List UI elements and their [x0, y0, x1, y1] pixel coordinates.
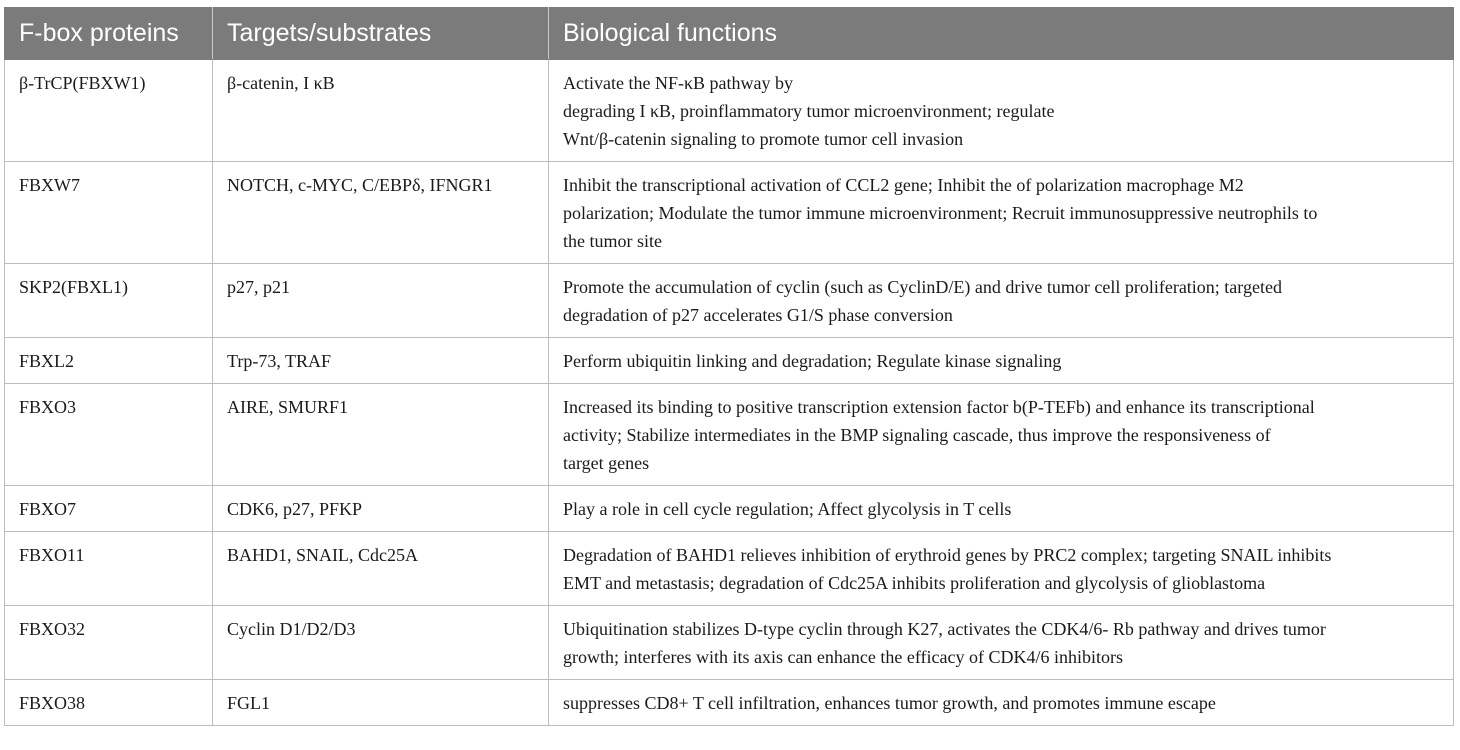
- table-row: [5, 338, 1454, 384]
- table-body: [5, 60, 1454, 726]
- functions-cell: Activate the NF-κB pathway by degrading I κB, proinflammatory tumor microenvironment; regulate Wnt/β-catenin signaling to promote tumor cell invasion: [549, 60, 1454, 162]
- targets-cell: AIRE, SMURF1: [213, 384, 549, 486]
- table-row: [5, 486, 1454, 532]
- functions-cell: Ubiquitination stabilizes D-type cyclin through K27, activates the CDK4/6- Rb pathway and drives tumor growth; interferes with its axis can enhance the efficacy of CDK4/6 inhibitors: [549, 606, 1454, 680]
- functions-cell: suppresses CD8+ T cell infiltration, enhances tumor growth, and promotes immune escape: [549, 680, 1454, 726]
- functions-cell: Increased its binding to positive transcription extension factor b(P-TEFb) and enhance its transcriptional activity; Stabilize intermediates in the BMP signaling cascade, thus improve the responsiveness of target genes: [549, 384, 1454, 486]
- functions-cell: Degradation of BAHD1 relieves inhibition of erythroid genes by PRC2 complex; targeting SNAIL inhibits EMT and metastasis; degradation of Cdc25A inhibits proliferation and glycolysis of glioblastoma: [549, 532, 1454, 606]
- protein-cell: FBXO3: [5, 384, 213, 486]
- functions-cell: Promote the accumulation of cyclin (such as CyclinD/E) and drive tumor cell proliferation; targeted degradation of p27 accelerates G1/S phase conversion: [549, 264, 1454, 338]
- functions-cell: Play a role in cell cycle regulation; Affect glycolysis in T cells: [549, 486, 1454, 532]
- protein-cell: β-TrCP(FBXW1): [5, 60, 213, 162]
- table-row: [5, 606, 1454, 680]
- table-row: [5, 60, 1454, 162]
- protein-cell: FBXW7: [5, 162, 213, 264]
- protein-cell: FBXO38: [5, 680, 213, 726]
- targets-cell: BAHD1, SNAIL, Cdc25A: [213, 532, 549, 606]
- targets-cell: β-catenin, I κB: [213, 60, 549, 162]
- table-row: [5, 532, 1454, 606]
- functions-cell: Inhibit the transcriptional activation of CCL2 gene; Inhibit the of polarization macrophage M2 polarization; Modulate the tumor immune microenvironment; Recruit immunosuppressive neutrophils to the tumor site: [549, 162, 1454, 264]
- protein-cell: SKP2(FBXL1): [5, 264, 213, 338]
- protein-cell: FBXO7: [5, 486, 213, 532]
- header-targets-substrates: Targets/substrates: [213, 8, 549, 60]
- table-row: [5, 264, 1454, 338]
- targets-cell: p27, p21: [213, 264, 549, 338]
- fbox-table: [4, 7, 1454, 726]
- targets-cell: NOTCH, c-MYC, C/EBPδ, IFNGR1: [213, 162, 549, 264]
- targets-cell: Trp-73, TRAF: [213, 338, 549, 384]
- table-row: [5, 384, 1454, 486]
- header-biological-functions: Biological functions: [549, 8, 1454, 60]
- header-row: [5, 8, 1454, 60]
- functions-cell: Perform ubiquitin linking and degradation; Regulate kinase signaling: [549, 338, 1454, 384]
- table-row: [5, 162, 1454, 264]
- protein-cell: FBXL2: [5, 338, 213, 384]
- table-row: [5, 680, 1454, 726]
- protein-cell: FBXO11: [5, 532, 213, 606]
- table-header: [5, 8, 1454, 60]
- protein-cell: FBXO32: [5, 606, 213, 680]
- targets-cell: Cyclin D1/D2/D3: [213, 606, 549, 680]
- header-fbox-proteins: F-box proteins: [5, 8, 213, 60]
- targets-cell: FGL1: [213, 680, 549, 726]
- targets-cell: CDK6, p27, PFKP: [213, 486, 549, 532]
